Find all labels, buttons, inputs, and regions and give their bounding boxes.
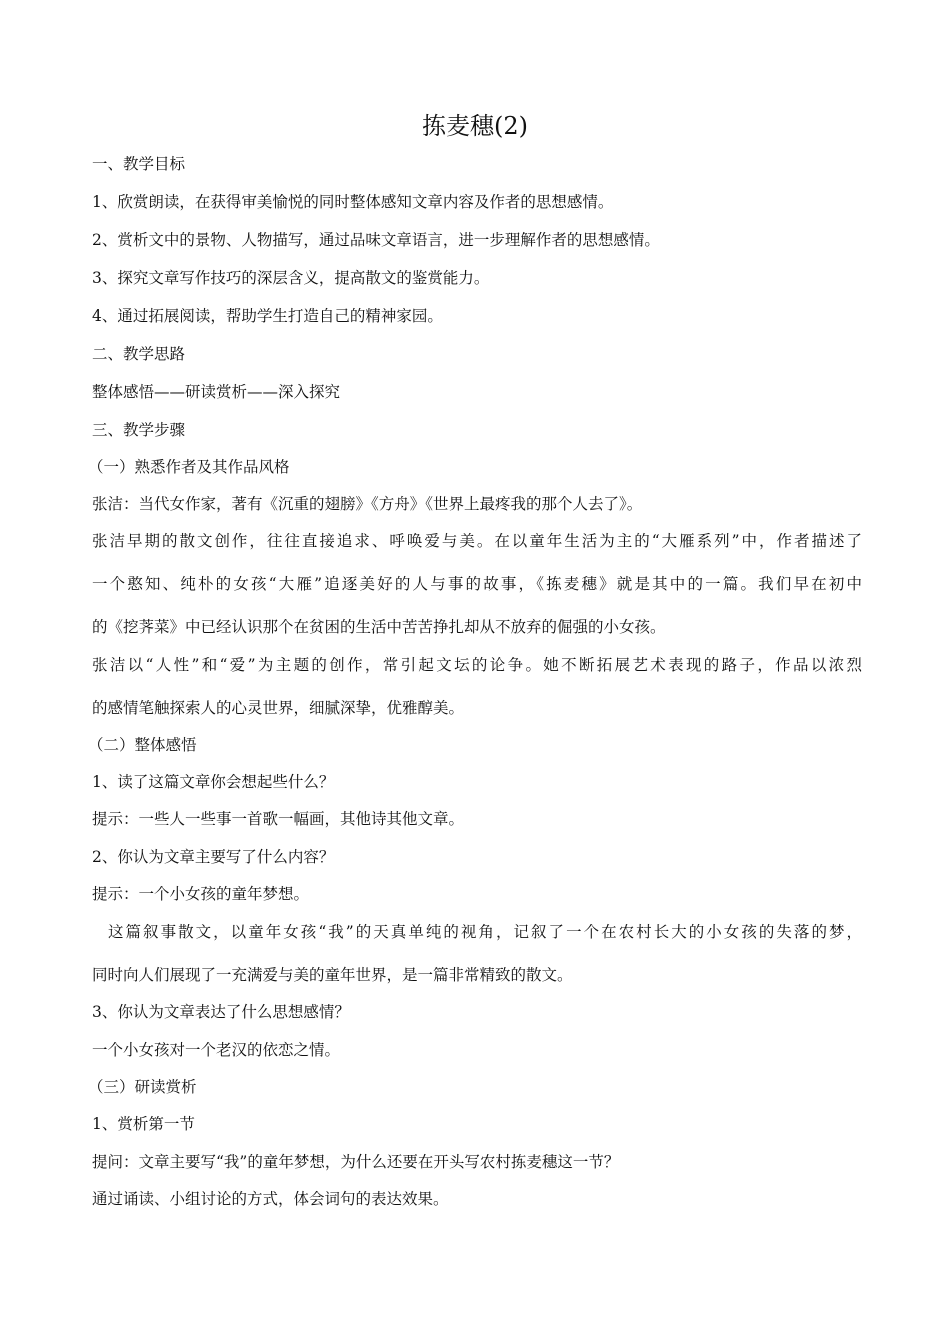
text-line: 的感情笔触探索人的心灵世界，细腻深挚，优雅醇美。	[92, 699, 465, 717]
text-line: 提示：一个小女孩的童年梦想。	[92, 885, 310, 903]
text-line: 2、你认为文章主要写了什么内容？	[92, 848, 335, 866]
text-line: 同时向人们展现了一充满爱与美的童年世界，是一篇非常精致的散文。	[92, 966, 573, 984]
section-heading: 二、教学思路	[92, 345, 186, 363]
subsection-heading: （二）整体感悟	[88, 736, 197, 754]
text-line: 整体感悟——研读赏析——深入探究	[92, 383, 341, 401]
text-line: 3、你认为文章表达了什么思想感情？	[92, 1003, 350, 1021]
text-line: 2、赏析文中的景物、人物描写，通过品味文章语言，进一步理解作者的思想感情。	[92, 231, 660, 249]
section-heading: 三、教学步骤	[92, 421, 186, 439]
text-line: 1、欣赏朗读，在获得审美愉悦的同时整体感知文章内容及作者的思想感情。	[92, 193, 614, 211]
subsection-heading: （一）熟悉作者及其作品风格	[88, 458, 290, 476]
text-line: 一个小女孩对一个老汉的依恋之情。	[92, 1041, 341, 1059]
subsection-heading: （三）研读赏析	[88, 1078, 197, 1096]
text-line: 4、通过拓展阅读，帮助学生打造自己的精神家园。	[92, 307, 443, 325]
text-line: 通过诵读、小组讨论的方式，体会词句的表达效果。	[92, 1190, 449, 1208]
text-line: 1、赏析第一节	[92, 1115, 195, 1133]
text-line: 1、读了这篇文章你会想起些什么？	[92, 773, 335, 791]
text-line: 张洁以“人性”和“爱”为主题的创作，常引起文坛的论争。她不断拓展艺术表现的路子，作品以浓烈	[92, 656, 862, 674]
text-line: 这篇叙事散文，以童年女孩“我”的天真单纯的视角，记叙了一个在农村长大的小女孩的失落的梦，	[108, 923, 862, 941]
section-heading: 一、教学目标	[92, 155, 186, 173]
text-line: 的《挖荠菜》中已经认识那个在贫困的生活中苦苦挣扎却从不放弃的倔强的小女孩。	[92, 618, 666, 636]
page-title: 拣麦穗(2)	[422, 112, 528, 140]
text-line: 提问：文章主要写“我”的童年梦想，为什么还要在开头写农村拣麦穗这一节？	[92, 1153, 620, 1171]
text-line: 张洁：当代女作家，著有《沉重的翅膀》《方舟》《世界上最疼我的那个人去了》。	[92, 495, 643, 513]
text-line: 张洁早期的散文创作，往往直接追求、呼唤爱与美。在以童年生活为主的“大雁系列”中，作者描述了	[92, 532, 862, 550]
text-line: 3、探究文章写作技巧的深层含义，提高散文的鉴赏能力。	[92, 269, 490, 287]
text-line: 提示：一些人一些事一首歌一幅画，其他诗其他文章。	[92, 810, 465, 828]
text-line: 一个憨知、纯朴的女孩“大雁”追逐美好的人与事的故事，《拣麦穗》就是其中的一篇。我们早在初中	[92, 575, 862, 593]
